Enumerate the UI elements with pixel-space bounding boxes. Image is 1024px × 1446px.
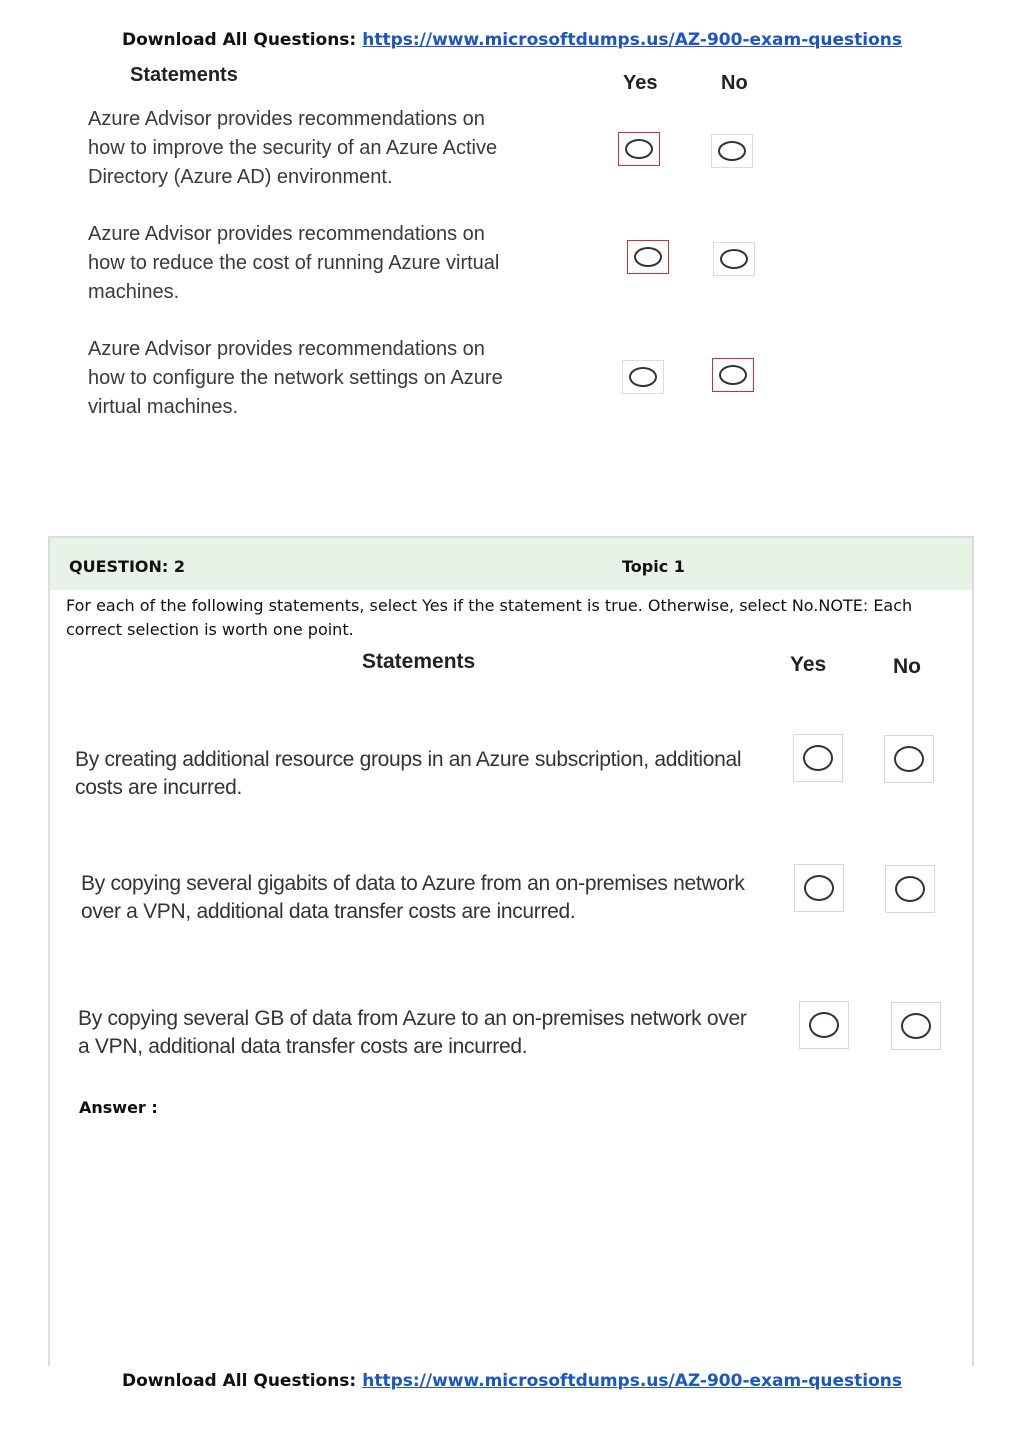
statement-row: By copying several GB of data from Azure to an on-premises network over a VPN, additional data transfer costs are incurred. — [78, 1007, 747, 1058]
yes-radio-selected[interactable] — [618, 132, 660, 166]
download-banner-bottom — [0, 1371, 1024, 1391]
statement-row: Azure Advisor provides recommendations on how to reduce the cost of running Azure virtual machines. — [88, 223, 500, 303]
radio-circle-icon — [894, 746, 924, 772]
radio-circle-icon — [625, 139, 653, 159]
previous-answer-table — [86, 60, 786, 440]
no-radio[interactable] — [711, 134, 753, 168]
question-number: QUESTION: 2 — [69, 557, 186, 576]
radio-circle-icon — [901, 1013, 931, 1039]
radio-circle-icon — [634, 247, 662, 267]
no-radio[interactable] — [713, 242, 755, 276]
no-radio[interactable] — [884, 735, 934, 783]
radio-circle-icon — [718, 141, 746, 161]
yes-radio-selected[interactable] — [627, 240, 669, 274]
statements-header: Statements — [130, 64, 238, 86]
download-banner-top — [0, 30, 1024, 50]
download-label: Download All Questions: — [121, 1371, 357, 1391]
statement-row: By copying several gigabits of data to Azure from an on-premises network over a VPN, additional data transfer costs are incurred. — [81, 872, 745, 923]
no-header: No — [721, 72, 748, 94]
answer-label: Answer : — [79, 1098, 158, 1117]
radio-circle-icon — [895, 876, 925, 902]
radio-circle-icon — [720, 249, 748, 269]
statement-row: By creating additional resource groups in an Azure subscription, additional costs are incurred. — [75, 748, 742, 799]
no-radio[interactable] — [891, 1002, 941, 1050]
yes-header: Yes — [790, 653, 827, 676]
download-label: Download All Questions: — [121, 30, 357, 50]
radio-circle-icon — [629, 367, 657, 387]
radio-circle-icon — [804, 875, 834, 901]
no-radio[interactable] — [885, 865, 935, 913]
statements-header: Statements — [362, 650, 476, 673]
question-header — [50, 538, 972, 590]
yes-radio[interactable] — [799, 1001, 849, 1049]
radio-circle-icon — [719, 365, 747, 385]
radio-circle-icon — [803, 745, 833, 771]
statements-table — [50, 638, 976, 1068]
yes-radio[interactable] — [794, 864, 844, 912]
question-card — [48, 536, 974, 1366]
yes-radio[interactable] — [622, 360, 664, 394]
question-topic: Topic 1 — [622, 557, 685, 576]
yes-header: Yes — [623, 72, 658, 94]
download-link[interactable]: https://www.microsoftdumps.us/AZ-900-exam-questions — [362, 30, 903, 50]
question-instruction: For each of the following statements, select Yes if the statement is true. Otherwise, select No.NOTE: Each correct selection is worth one point. — [66, 596, 913, 639]
radio-circle-icon — [809, 1012, 839, 1038]
no-header: No — [893, 655, 921, 678]
statement-row: Azure Advisor provides recommendations on how to configure the network settings on Azure virtual machines. — [88, 338, 503, 418]
download-link[interactable]: https://www.microsoftdumps.us/AZ-900-exam-questions — [362, 1371, 903, 1391]
no-radio-selected[interactable] — [712, 358, 754, 392]
yes-radio[interactable] — [793, 734, 843, 782]
statement-row: Azure Advisor provides recommendations on how to improve the security of an Azure Active Directory (Azure AD) environment. — [88, 108, 498, 188]
